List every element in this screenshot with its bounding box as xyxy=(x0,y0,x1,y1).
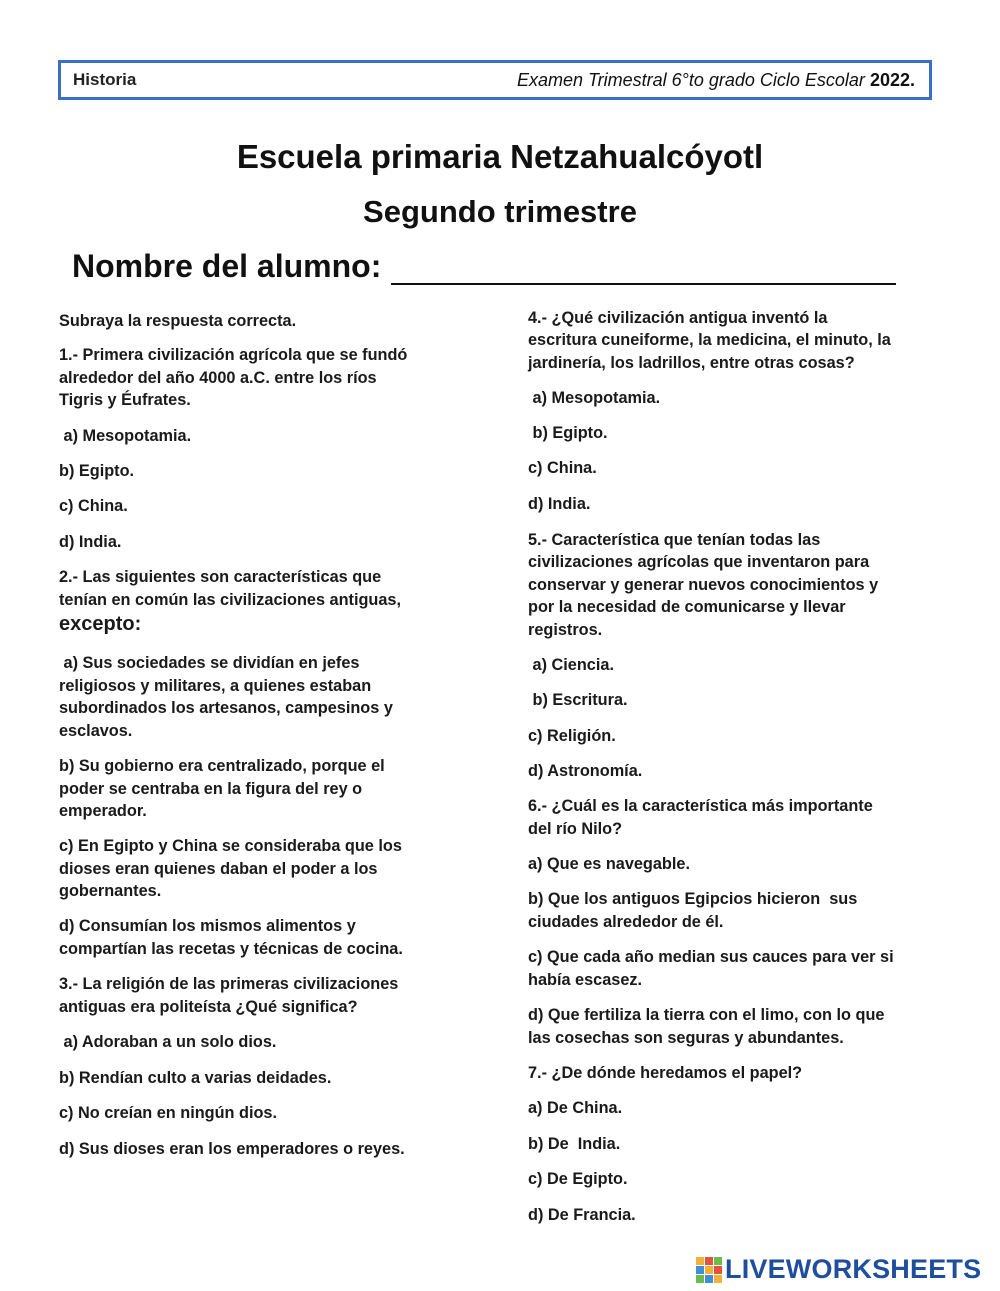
q6-option-b[interactable]: b) Que los antiguos Egipcios hicieron sus xyxy=(528,890,858,908)
q4-line: escritura cuneiforme, la medicina, el minuto, la xyxy=(528,331,891,349)
q6-option-c[interactable]: c) Que cada año median sus cauces para ver si xyxy=(528,948,894,966)
q5-line: por la necesidad de comunicarse y llevar xyxy=(528,598,846,616)
q5-option-c[interactable]: c) Religión. xyxy=(528,727,616,745)
exam-text: Examen Trimestral 6°to grado Ciclo Escolar xyxy=(516,69,865,90)
q6-option-c-line: había escasez. xyxy=(528,971,643,989)
q2-emphasis: excepto: xyxy=(59,613,142,635)
q2-option-b[interactable]: b) Su gobierno era centralizado, porque el xyxy=(59,757,385,775)
q7-option-a[interactable]: a) De China. xyxy=(528,1099,623,1117)
school-title: Escuela primaria Netzahualcóyotl xyxy=(236,138,764,175)
q6-line: del río Nilo? xyxy=(528,820,623,838)
q1-option-c[interactable]: c) China. xyxy=(59,497,128,515)
q1-line: alrededor del año 4000 a.C. entre los ríos xyxy=(59,369,377,387)
q7-option-b[interactable]: b) De India. xyxy=(528,1135,621,1153)
q6-line: 6.- ¿Cuál es la característica más importante xyxy=(528,797,873,815)
logo-blocks-icon xyxy=(696,1257,722,1283)
exam-year: 2022. xyxy=(869,69,915,90)
exam-label xyxy=(517,70,915,91)
q1-option-d[interactable]: d) India. xyxy=(59,533,122,551)
header-box xyxy=(58,60,932,100)
q3-option-d[interactable]: d) Sus dioses eran los emperadores o reyes. xyxy=(59,1140,405,1158)
q1-option-a[interactable]: a) Mesopotamia. xyxy=(59,427,192,445)
name-label: Nombre del alumno: xyxy=(72,248,382,284)
q1-line: 1.- Primera civilización agrícola que se fundó xyxy=(59,346,408,364)
q4-line: jardinería, los ladrillos, entre otras cosas? xyxy=(528,354,855,372)
q2-option-b-line: poder se centraba en la figura del rey o xyxy=(59,780,363,798)
q2-option-a[interactable]: a) Sus sociedades se dividían en jefes xyxy=(59,654,360,672)
q2-option-a-line: esclavos. xyxy=(59,722,133,740)
q6-option-d[interactable]: d) Que fertiliza la tierra con el limo, con lo que xyxy=(528,1006,885,1024)
q5-line: conservar y generar nuevos conocimientos y xyxy=(528,576,879,594)
q5-option-d[interactable]: d) Astronomía. xyxy=(528,762,643,780)
student-name-row xyxy=(72,248,896,285)
student-name-blank[interactable] xyxy=(391,253,896,285)
subject-label: Historia xyxy=(73,70,137,89)
q4-option-c[interactable]: c) China. xyxy=(528,459,597,477)
q4-line: 4.- ¿Qué civilización antigua inventó la xyxy=(528,309,828,327)
q4-option-a[interactable]: a) Mesopotamia. xyxy=(528,389,661,407)
q6-option-d-line: las cosechas son seguras y abundantes. xyxy=(528,1029,844,1047)
q7-line: 7.- ¿De dónde heredamos el papel? xyxy=(528,1064,803,1082)
liveworksheets-logo xyxy=(696,1254,981,1285)
q2-option-d[interactable]: d) Consumían los mismos alimentos y xyxy=(59,917,356,935)
q2-option-c[interactable]: c) En Egipto y China se consideraba que los xyxy=(59,837,402,855)
q5-line: registros. xyxy=(528,621,603,639)
q5-option-a[interactable]: a) Ciencia. xyxy=(528,656,614,674)
q3-line: antiguas era politeísta ¿Qué significa? xyxy=(59,998,358,1016)
q6-option-a[interactable]: a) Que es navegable. xyxy=(528,855,690,873)
q3-option-c[interactable]: c) No creían en ningún dios. xyxy=(59,1104,278,1122)
q1-option-b[interactable]: b) Egipto. xyxy=(59,462,135,480)
q2-option-d-line: compartían las recetas y técnicas de cocina. xyxy=(59,940,403,958)
q1-line: Tigris y Éufrates. xyxy=(59,391,191,409)
term-title: Segundo trimestre xyxy=(363,194,637,229)
q7-option-c[interactable]: c) De Egipto. xyxy=(528,1170,628,1188)
q2-option-a-line: subordinados los artesanos, campesinos y xyxy=(59,699,393,717)
q3-option-a[interactable]: a) Adoraban a un solo dios. xyxy=(59,1033,277,1051)
q2-line: tenían en común las civilizaciones antiguas, xyxy=(59,591,402,609)
logo-text: LIVEWORKSHEETS xyxy=(725,1254,982,1284)
q2-option-b-line: emperador. xyxy=(59,802,147,820)
instruction: Subraya la respuesta correcta. xyxy=(59,312,297,330)
q5-line: 5.- Característica que tenían todas las xyxy=(528,531,821,549)
q6-option-b-line: ciudades alrededor de él. xyxy=(528,913,724,931)
q5-line: civilizaciones agrícolas que inventaron para xyxy=(528,553,870,571)
q7-option-d[interactable]: d) De Francia. xyxy=(528,1206,636,1224)
q2-option-c-line: dioses eran quienes daban el poder a los xyxy=(59,860,378,878)
q3-line: 3.- La religión de las primeras civilizaciones xyxy=(59,975,399,993)
q2-line: 2.- Las siguientes son características que xyxy=(59,568,382,586)
q4-option-d[interactable]: d) India. xyxy=(528,495,591,513)
q4-option-b[interactable]: b) Egipto. xyxy=(528,424,608,442)
q2-option-c-line: gobernantes. xyxy=(59,882,162,900)
q5-option-b[interactable]: b) Escritura. xyxy=(528,691,628,709)
q3-option-b[interactable]: b) Rendían culto a varias deidades. xyxy=(59,1069,332,1087)
q2-option-a-line: religiosos y militares, a quienes estaban xyxy=(59,677,372,695)
